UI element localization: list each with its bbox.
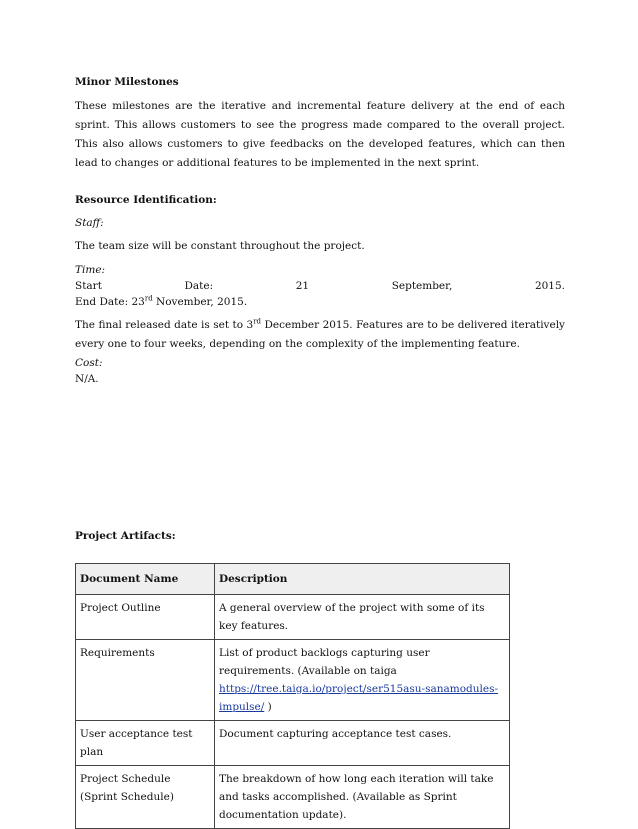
doc-desc-cell xyxy=(215,640,510,721)
project-artifacts-heading: Project Artifacts: xyxy=(75,530,176,542)
end-date-suffix: November, 2015. xyxy=(152,296,248,308)
table-row xyxy=(76,721,510,766)
minor-milestones-heading: Minor Milestones xyxy=(75,76,179,88)
table-header-row xyxy=(76,564,510,595)
start-month: September, xyxy=(391,280,453,292)
end-date-prefix: End Date: 23 xyxy=(75,296,145,308)
doc-desc-cell: A general overview of the project with some of its key features. xyxy=(215,595,510,640)
doc-name-cell: Project Outline xyxy=(76,595,215,640)
staff-text: The team size will be constant throughout the project. xyxy=(75,240,365,252)
doc-name-cell: Project Schedule (Sprint Schedule) xyxy=(76,766,215,829)
table-row xyxy=(76,766,510,829)
time-label: Time: xyxy=(75,264,106,276)
requirements-desc-text: List of product backlogs capturing user requirements. (Available on taiga xyxy=(219,647,430,677)
end-date-line xyxy=(75,296,247,308)
final-release-paragraph xyxy=(75,316,565,354)
doc-name-cell: User acceptance test plan xyxy=(76,721,215,766)
doc-desc-cell: Document capturing acceptance test cases. xyxy=(215,721,510,766)
start-date-label: Date: xyxy=(184,280,214,292)
start-day: 21 xyxy=(295,280,310,292)
cost-text: N/A. xyxy=(75,373,99,385)
requirements-desc-suffix: ) xyxy=(264,701,272,713)
end-date-sup: rd xyxy=(144,294,153,303)
cost-label: Cost: xyxy=(75,357,103,369)
artifacts-table xyxy=(75,563,510,829)
table-row xyxy=(76,640,510,721)
final-suffix: December 2015. Features are to be delivered iteratively every one to four weeks, depending on the complexity of the implementing feature. xyxy=(75,319,565,350)
col-document-name: Document Name xyxy=(76,564,215,595)
table-row xyxy=(76,595,510,640)
col-description: Description xyxy=(215,564,510,595)
start-label: Start xyxy=(75,280,102,292)
doc-name-cell: Requirements xyxy=(76,640,215,721)
start-year: 2015. xyxy=(534,280,565,292)
resource-identification-heading: Resource Identification: xyxy=(75,194,217,206)
minor-milestones-paragraph: These milestones are the iterative and incremental feature delivery at the end of each sprint. This allows customers to see the progress made compared to the overall project. This also allows customers to give feedbacks on the developed features, which can then lead to changes or additional features to be implemented in the next sprint. xyxy=(75,100,565,169)
final-prefix: The final released date is set to 3 xyxy=(75,319,254,331)
doc-desc-cell: The breakdown of how long each iteration will take and tasks accomplished. (Available as Sprint documentation update). xyxy=(215,766,510,829)
final-sup: rd xyxy=(253,317,262,326)
staff-label: Staff: xyxy=(75,217,104,229)
start-date-line xyxy=(75,280,565,292)
taiga-link[interactable]: https://tree.taiga.io/project/ser515asu-sanamodules-impulse/ xyxy=(219,683,499,713)
